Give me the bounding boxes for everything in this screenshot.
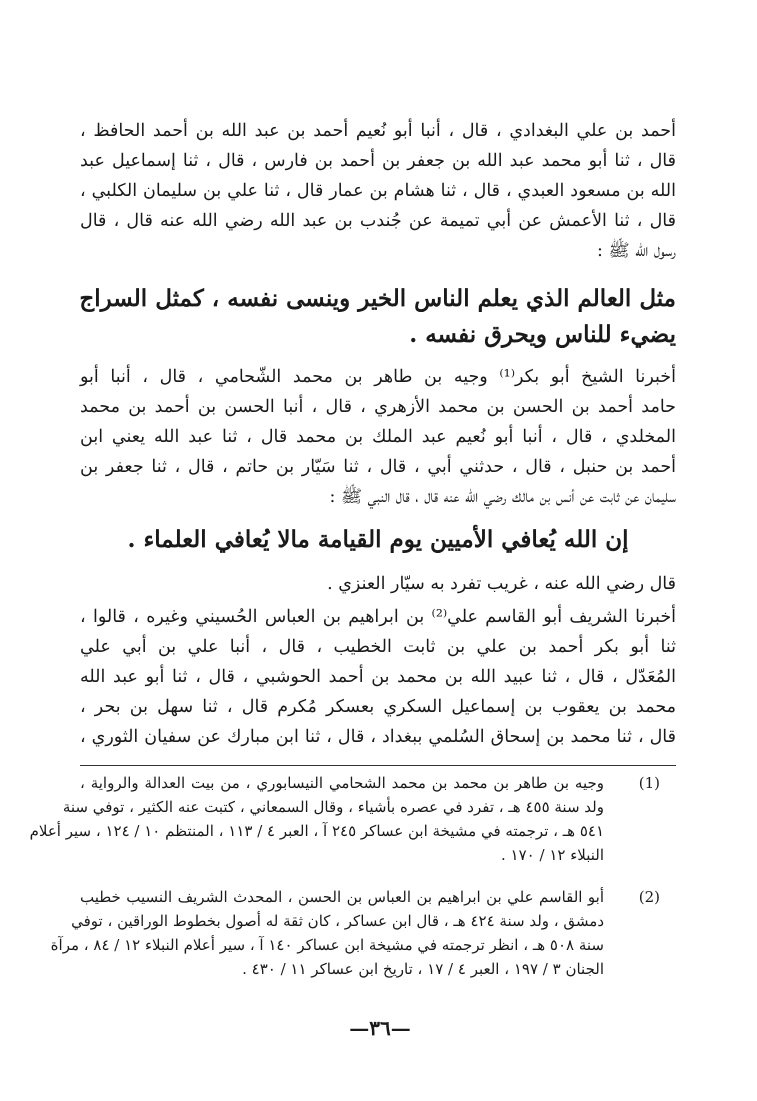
footnote-line: دمشق ، ولد سنة ٤٢٤ هـ ، قال ابن عساكر ، كان ثقة له أصول بخطوط الوراقين ، توفي xyxy=(71,912,604,930)
text-line: المُعَدّل ، قال ، ثنا عبيد الله بن محمد بن أحمد الحوشبي ، قال ، ثنا أبو عبد الله xyxy=(80,667,676,687)
footnote-number: (2) xyxy=(638,888,660,906)
footnote-line: ٥٤١ هـ ، ترجمته في مشيخة ابن عساكر ٢٤٥ آ ، العبر ٤ / ١١٣ ، المنتظم ١٠ / ١٢٤ ، سير أعلام xyxy=(29,822,604,840)
text-line: ثنا أبو بكر أحمد بن علي بن ثابت الخطيب ، قال ، أنبا علي بن أبي علي xyxy=(80,637,676,657)
footnote-line: أبو القاسم علي بن ابراهيم بن العباس بن الحسن ، المحدث الشريف النسيب خطيب xyxy=(80,888,604,906)
footnote-line: سنة ٥٠٨ هـ ، انظر ترجمته في مشيخة ابن عساكر ١٤٠ آ ، سير أعلام النبلاء ١٢ / ٨٤ ، مرآة xyxy=(50,936,604,954)
hadith-line: مثل العالم الذي يعلم الناس الخير وينسى نفسه ، كمثل السراج xyxy=(79,285,676,312)
text-line: المخلدي ، قال ، أنبا أبو نُعيم عبد الملك بن محمد قال ، ثنا عبد الله يعني ابن xyxy=(80,427,676,447)
text-line: أخبرنا الشريف أبو القاسم علي⁽²⁾ بن ابراهيم بن العباس الحُسيني وغيره ، قالوا ، xyxy=(80,607,676,627)
hadith-line: إن الله يُعافي الأميين يوم القيامة مالا يُعافي العلماء . xyxy=(127,526,629,553)
footnote-line: ولد سنة ٤٥٥ هـ ، تفرد في عصره بأشياء ، وقال السمعاني ، كتبت عنه الكثير ، توفي سنة xyxy=(62,798,604,816)
footnote-number: (1) xyxy=(638,774,660,792)
text-line: الله بن مسعود العبدي ، قال ، ثنا هشام بن عمار قال ، ثنا علي بن سليمان الكلبي ، xyxy=(80,181,676,201)
text-line: محمد بن يعقوب بن إسماعيل السكري بعسكر مُكرم قال ، ثنا سهل بن بحر ، xyxy=(80,697,676,717)
footnote-line: النبلاء ١٢ / ١٧٠ . xyxy=(501,846,604,864)
page-number: —٣٦— xyxy=(349,1016,411,1040)
text-line: أحمد بن حنبل ، قال ، حدثني أبي ، قال ، ثنا سَيّار بن حاتم ، قال ، ثنا جعفر بن xyxy=(80,457,676,477)
text-line: قال ، ثنا محمد بن إسحاق السُلمي ببغداد ، قال ، ثنا ابن مبارك عن سفيان الثوري ، xyxy=(80,727,676,747)
footnote-line: وجيه بن طاهر بن محمد بن محمد الشحامي النيسابوري ، من بيت العدالة والرواية ، xyxy=(80,774,604,792)
text-line: أخبرنا الشيخ أبو بكر⁽¹⁾ وجيه بن طاهر بن محمد الشّحامي ، قال ، أنبا أبو xyxy=(80,367,676,387)
text-line: قال ، ثنا أبو محمد عبد الله بن جعفر بن أحمد بن فارس ، قال ، ثنا إسماعيل عبد xyxy=(80,151,676,171)
comment-line: قال رضي الله عنه ، غريب تفرد به سيّار العنزي . xyxy=(327,574,676,594)
hadith-line: يضيء للناس ويحرق نفسه . xyxy=(409,321,676,348)
text-line: رسول الله ﷺ : xyxy=(597,241,676,261)
text-line: قال ، ثنا الأعمش عن أبي تميمة عن جُندب بن عبد الله رضي الله عنه قال ، قال xyxy=(80,211,676,231)
text-line: حامد أحمد بن الحسن بن محمد الأزهري ، قال ، أنبا الحسن بن أحمد بن محمد xyxy=(80,397,676,417)
text-line: سليمان عن ثابت عن أنس بن مالك رضي الله عنه قال ، قال النبي ﷺ : xyxy=(329,487,676,507)
text-line: أحمد بن علي البغدادي ، قال ، أنبا أبو نُعيم أحمد بن عبد الله بن أحمد الحافظ ، xyxy=(80,121,676,141)
footnote-line: الجنان ٣ / ١٩٧ ، العبر ٤ / ١٧ ، تاريخ ابن عساكر ١١ / ٤٣٠ . xyxy=(242,960,604,978)
footnote-divider xyxy=(80,765,676,766)
